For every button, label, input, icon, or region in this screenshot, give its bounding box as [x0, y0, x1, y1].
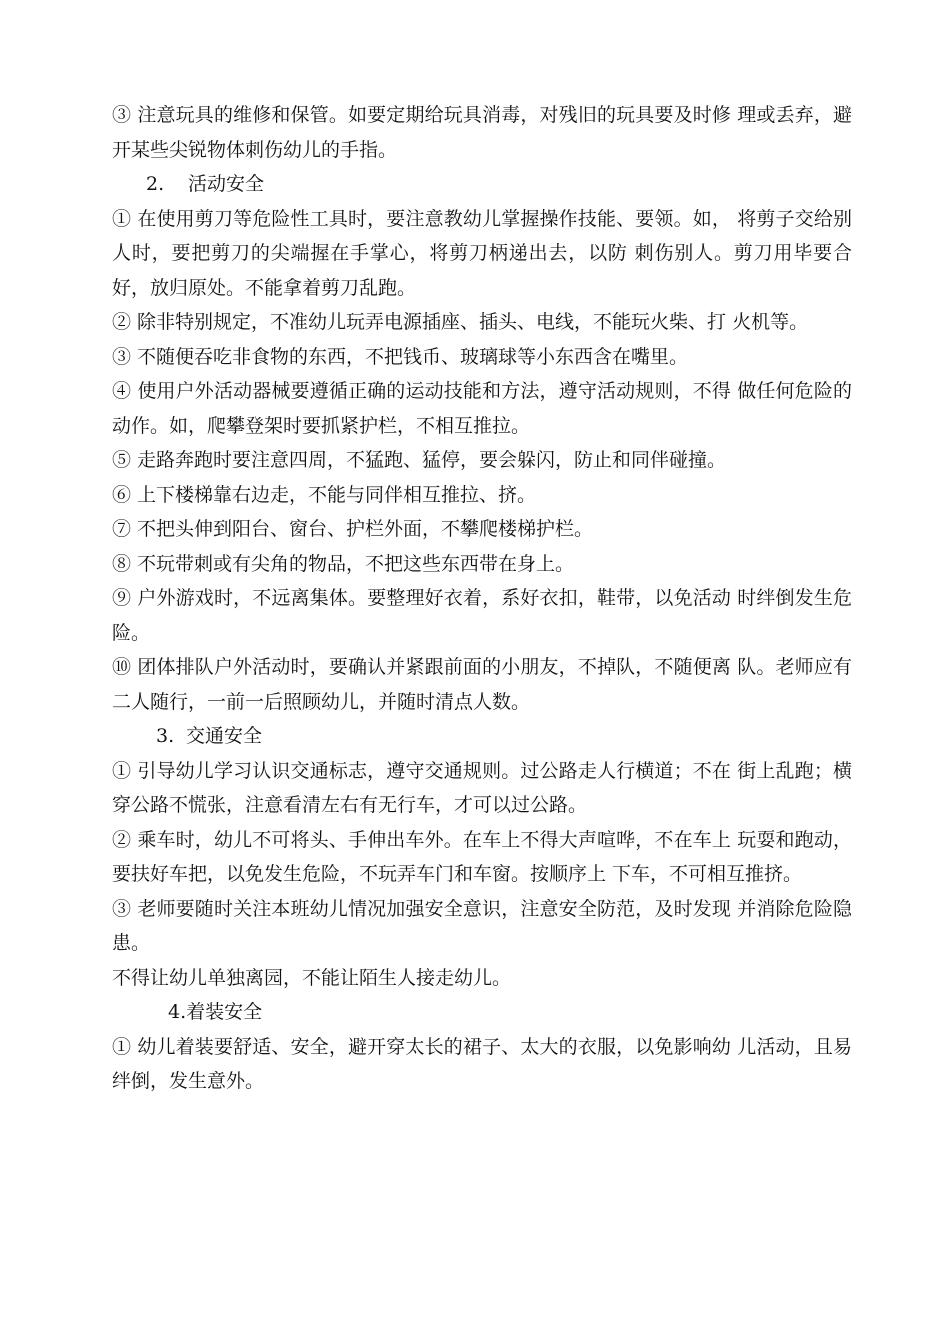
activity-item-10: ⑩ 团体排队户外活动时，要确认并紧跟前面的小朋友，不掉队，不随便离 队。老师应有二人随行，一前一后照顾幼儿，并随时清点人数。 [112, 656, 852, 713]
activity-item-9: ⑨ 户外游戏时，不远离集体。要整理好衣着，系好衣扣，鞋带，以免活动 时绊倒发生危险。 [112, 587, 852, 644]
section-number: 3. [156, 725, 175, 747]
activity-item-7: ⑦ 不把头伸到阳台、窗台、护栏外面，不攀爬楼梯护栏。 [112, 518, 594, 540]
activity-item-5: ⑤ 走路奔跑时要注意四周，不猛跑、猛停，要会躲闪，防止和同伴碰撞。 [112, 449, 727, 471]
section-title: 活动安全 [188, 173, 265, 195]
activity-item-6: ⑥ 上下楼梯靠右边走，不能与同伴相互推拉、挤。 [112, 483, 537, 506]
section-traffic-safety [112, 719, 852, 754]
activity-item-8: ⑧ 不玩带刺或有尖角的物品，不把这些东西带在身上。 [112, 552, 575, 575]
section-clothing-safety [112, 995, 852, 1030]
section-title: 交通安全 [186, 725, 263, 747]
traffic-item-2: ② 乘车时，幼儿不可将头、手伸出车外。在车上不得大声喧哗，不在车上 玩耍和跑动，要扶好车把，以免发生危险，不玩弄车门和车窗。按顺序上 下车，不可相互推挤。 [112, 828, 852, 885]
document-page [112, 98, 852, 1099]
traffic-item-1: ① 引导幼儿学习认识交通标志，遵守交通规则。过公路走人行横道；不在 街上乱跑；横穿公路不慌张，注意看清左右有无行车，才可以过公路。 [112, 759, 852, 816]
section-number: 4. [168, 1001, 187, 1023]
activity-item-2: ② 除非特别规定，不准幼儿玩弄电源插座、插头、电线，不能玩火柴、打 火机等。 [112, 311, 809, 333]
section-number: 2. [146, 173, 165, 195]
activity-item-4: ④ 使用户外活动器械要遵循正确的运动技能和方法，遵守活动规则，不得 做任何危险的动作。如，爬攀登架时要抓紧护栏，不相互推拉。 [112, 380, 852, 437]
section-activity-safety [112, 167, 852, 202]
activity-item-3: ③ 不随便吞吃非食物的东西，不把钱币、玻璃球等小东西含在嘴里。 [112, 345, 689, 368]
toy-care-item-3: ③ 注意玩具的维修和保管。如要定期给玩具消毒，对残旧的玩具要及时修 理或丢弃，避开某些尖锐物体刺伤幼儿的手指。 [112, 104, 852, 161]
activity-item-1: ① 在使用剪刀等危险性工具时，要注意教幼儿掌握操作技能、要领。如， 将剪子交给别人时，要把剪刀的尖端握在手掌心，将剪刀柄递出去，以防 刺伤别人。剪刀用毕要合好，放归原处。不能拿着剪刀乱跑。 [112, 207, 852, 299]
section-title: 着装安全 [186, 1001, 263, 1023]
clothing-item-1: ① 幼儿着装要舒适、安全，避开穿太长的裙子、太大的衣服，以免影响幼 儿活动，且易绊倒，发生意外。 [112, 1035, 852, 1092]
traffic-item-3: ③ 老师要随时关注本班幼儿情况加强安全意识，注意安全防范，及时发现 并消除危险隐患。 [112, 897, 852, 954]
traffic-note: 不得让幼儿单独离园，不能让陌生人接走幼儿。 [112, 966, 512, 989]
